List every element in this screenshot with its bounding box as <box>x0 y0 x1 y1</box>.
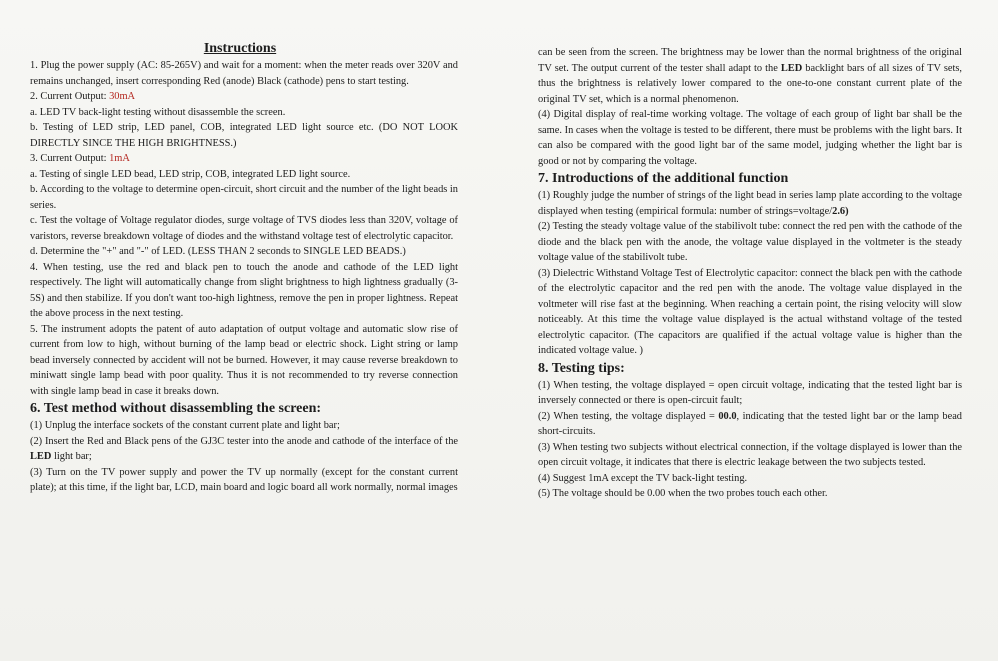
section-8-item-2-end: , indicating that the tested light bar or the lamp bead short-circuits. <box>538 410 963 437</box>
step-2b: b. Testing of LED strip, LED panel, COB, integrated LED light source etc. (DO NOT LOOK DIRECTLY SINCE THE HIGH BRIGHTNESS.) <box>30 122 458 149</box>
section-7-item-1-formula: 2.6) <box>832 205 849 217</box>
step-3-current: 1mA <box>109 153 130 164</box>
left-column <box>30 40 458 496</box>
instructions-title: Instructions <box>203 41 277 56</box>
continued-text: can be seen from the screen. The brightness may be lower than the normal brightness of the original TV set. The output current of the tester shall adapt to the <box>538 47 962 74</box>
step-3c: c. Test the voltage of Voltage regulator diodes, surge voltage of TVS diodes less than 320V, voltage of varistors, reverse breakdown voltage of diodes and the withstand voltage test of electrolytic capacitor. <box>30 215 458 242</box>
step-2a: a. LED TV back-light testing without disassemble the screen. <box>30 106 286 118</box>
step-2-label: 2. Current Output: <box>30 91 110 102</box>
section-7-item-3: (3) Dielectric Withstand Voltage Test of Electrolytic capacitor: connect the black pen with the cathode of the electrolytic capacitor and the red pen with the anode. The voltage value displayed in the voltmeter will rise fast at the beginning. When reaching a certain point, the rising velocity will slow noticeably. At this time the voltage value displayed is the actual withstand voltage of the tested electrolytic capacitor. (The capacitors are qualified if the actual voltage value is higher than the indicated voltage value. ) <box>538 267 962 356</box>
continued-led: LED <box>780 62 803 74</box>
step-3b: b. According to the voltage to determine open-circuit, short circuit and the number of the light beads in series. <box>30 184 458 211</box>
step-1: 1. Plug the power supply (AC: 85-265V) and wait for a moment: when the meter reads over 320V and remains unchanged, insert corresponding Red (anode) Black (cathode) pens to start testing. <box>30 60 458 87</box>
section-7-title: 7. Introductions of the additional function <box>538 171 789 186</box>
section-7-item-1 <box>538 188 962 219</box>
step-4: 4. When testing, use the red and black pen to touch the anode and cathode of the LED light respectively. The light will automatically change from slight brightness to high lightness gradually (3-5S) and then stabilize. If you don't want too-high lightness, remove the pen in proper lightness. Repeat the above process in the next testing. <box>30 261 458 319</box>
section-8-item-1: (1) When testing, the voltage displayed = open circuit voltage, indicating that the tested light bar is inversely connected or there is open-circuit fault; <box>538 379 962 406</box>
section-8-title: 8. Testing tips: <box>538 360 625 376</box>
step-5: 5. The instrument adopts the patent of auto adaptation of output voltage and automatic slow rise of current from low to high, without burning of the lamp bead or electric shock. Light string or lamp bead inversely connected by accident will not be burned. However, it may cause reverse breakdown to miniwatt single lamp bead with poor quality. Thus it is not recommended to try reverse connection with single lamp bead in case it breaks down. <box>30 323 458 397</box>
section-6-title: 6. Test method without disassembling the screen: <box>30 401 322 416</box>
section-7-item-1-text: (1) Roughly judge the number of strings of the light bead in series lamp plate according to the voltage displayed when testing (empirical formula: number of strings=voltage/ <box>538 190 962 217</box>
section-6-item-2-text: (2) Insert the Red and Black pens of the GJ3C tester into the anode and cathode of the interface of the <box>30 435 458 447</box>
section-8-item-2 <box>538 409 962 440</box>
section-6-item-2-end: light bar; <box>51 451 92 462</box>
section-8-item-4: (4) Suggest 1mA except the TV back-light testing. <box>538 472 748 484</box>
section-6-item-1: (1) Unplug the interface sockets of the constant current plate and light bar; <box>30 420 340 431</box>
section-8-item-5: (5) The voltage should be 0.00 when the two probes touch each other. <box>538 488 828 499</box>
section-6-item-2-led: LED <box>30 451 52 462</box>
section-8-item-2-value: 00.0 <box>718 410 737 422</box>
step-3d: d. Determine the "+" and "-" of LED. (LESS THAN 2 seconds to SINGLE LED BEADS.) <box>30 246 406 257</box>
section-6-item-3: (3) Turn on the TV power supply and power the TV up normally (except for the constant current plate); at this time, if the light bar, LCD, main board and logic board all work normally, normal images <box>30 466 458 493</box>
continued-end: backlight bars of all sizes of TV sets, thus the brightness is relatively lower compared to the one-to-one constant current plate of the original TV set, which is a normal phenomenon. <box>538 62 963 105</box>
section-6-item-2 <box>30 434 458 465</box>
step-3a: a. Testing of single LED bead, LED strip, COB, integrated LED light source. <box>30 168 351 180</box>
section-7-item-2: (2) Testing the steady voltage value of the stabilivolt tube: connect the red pen with the cathode of the diode and the black pen with the anode, the voltage value displayed in the voltmeter is the steady voltage value of the stabilivolt tube. <box>538 221 962 263</box>
continued-paragraph <box>538 45 962 107</box>
step-2 <box>30 89 458 105</box>
step-2-current: 30mA <box>109 91 136 102</box>
step-3 <box>30 151 458 167</box>
section-8-item-3: (3) When testing two subjects without electrical connection, if the voltage displayed is lower than the open circuit voltage, it indicates that there is electric leakage between the two subjects tested. <box>538 441 962 468</box>
right-column <box>538 45 962 502</box>
step-3-label: 3. Current Output: <box>30 153 110 164</box>
section-6-item-4: (4) Digital display of real-time working voltage. The voltage of each group of light bar shall be the same. In cases when the voltage is tested to be different, there must be problems with the light bars. It can also be compared with the good light bar of the same model, judging whether the light bar is good or not by comparing the voltage. <box>538 109 962 167</box>
section-8-item-2-text: (2) When testing, the voltage displayed = <box>538 410 719 422</box>
